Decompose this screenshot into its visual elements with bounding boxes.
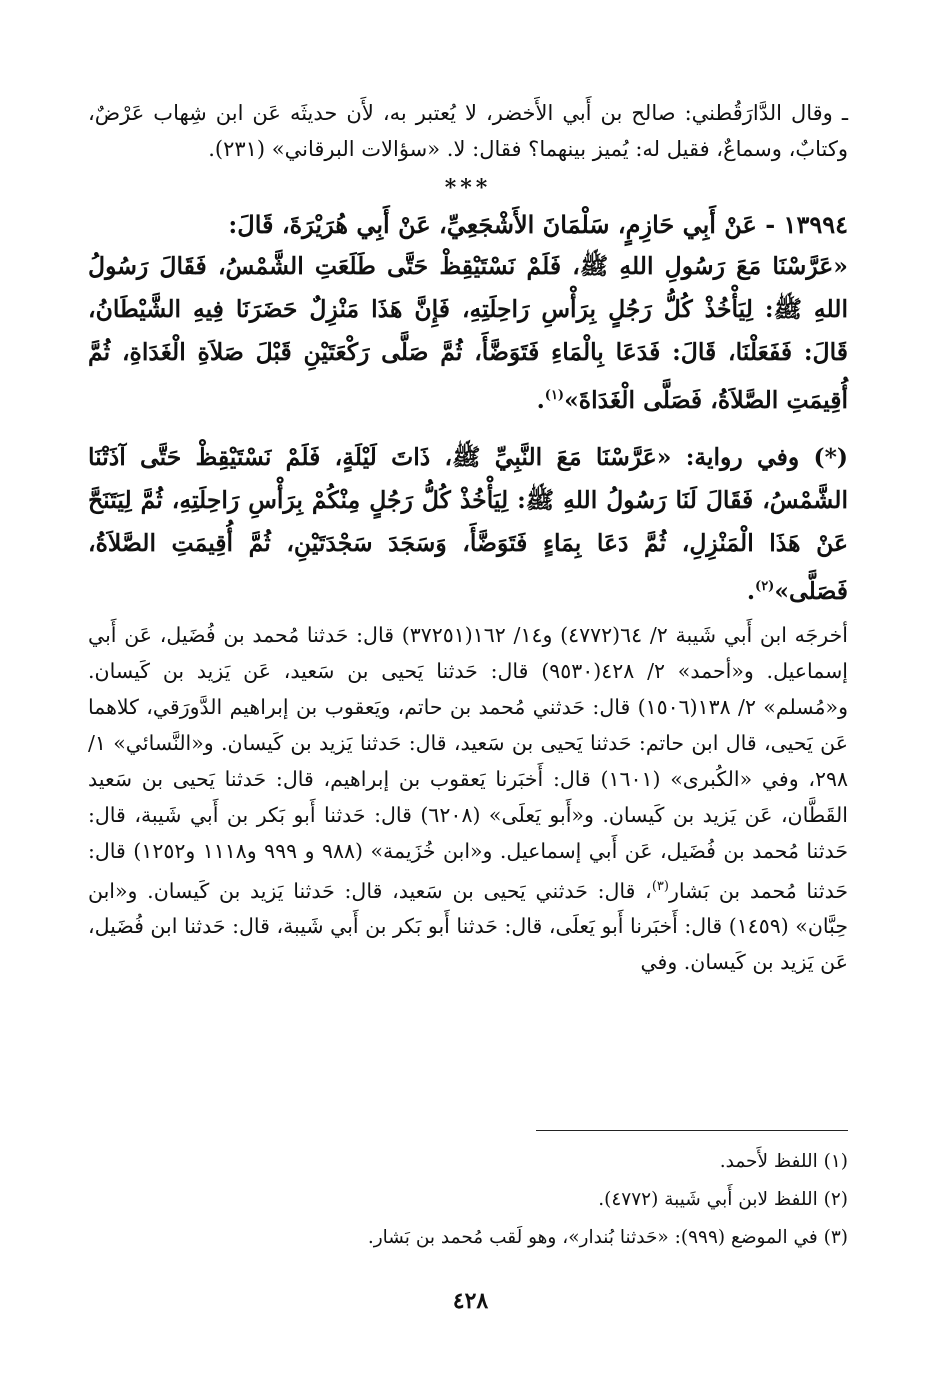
hadith-text: «عَرَّسْنَا مَعَ رَسُولِ اللهِ ﷺ، فَلَمْ نَسْتَيْقِظْ حَتَّى طَلَعَتِ الشَّمْسُ، فَقَالَ رَسُولُ اللهِ ﷺ: لِيَأْخُذْ كُلُّ رَجُلٍ بِرَأْسِ رَاحِلَتِهِ، فَإِنَّ هَذَا مَنْزِلٌ حَضَرَنَا فِيهِ الشَّيْطَانُ، قَالَ: فَفَعَلْنَا، قَالَ: فَدَعَا بِالْمَاءِ فَتَوَضَّأَ، ثُمَّ صَلَّى رَكْعَتَيْنِ قَبْلَ صَلاَةِ الْغَدَاةِ، ثُمَّ أُقِيمَتِ الصَّلاَةُ، فَصَلَّى الْغَدَاةَ»$^{(١)}$. bbox=[88, 252, 848, 414]
footnote-divider bbox=[536, 1130, 848, 1131]
hadith-header: ١٣٩٩٤ - عَنْ أَبِي حَازِمٍ، سَلْمَانَ الأَشْجَعِيِّ، عَنْ أَبِي هُرَيْرَةَ، قَالَ: bbox=[228, 210, 848, 239]
footnote-1: (١) اللفظ لأَحمد. bbox=[719, 1151, 848, 1172]
footnote-ref-3: (٣) bbox=[651, 878, 669, 894]
riwaya-paragraph: (*) وفي رواية: «عَرَّسْنَا مَعَ النَّبِيِّ ﷺ، ذَاتَ لَيْلَةٍ، فَلَمْ نَسْتَيْقِظْ حَتَّى آذَتْنَا الشَّمْسُ، فَقَالَ لَنَا رَسُولُ اللهِ ﷺ: لِيَأْخُذْ كُلُّ رَجُلٍ مِنْكُمْ بِرَأْسِ رَاحِلَتِهِ، ثُمَّ لِيَتَنَحَّ عَنْ هَذَا الْمَنْزِلِ، ثُمَّ دَعَا بِمَاءٍ فَتَوَضَّأَ، وَسَجَدَ سَجْدَتَيْنِ، ثُمَّ أُقِيمَتِ الصَّلاَةُ، فَصَلَّى»$^{(٢)}$. bbox=[88, 442, 848, 605]
hadith-body: «عَرَّسْنَا مَعَ رَسُولِ اللهِ ﷺ، فَلَمْ نَسْتَيْقِظْ حَتَّى طَلَعَتِ الشَّمْسُ، فَقَالَ رَسُولُ اللهِ ﷺ: لِيَأْخُذْ كُلُّ رَجُلٍ بِرَأْسِ رَاحِلَتِهِ، فَإِنَّ هَذَا مَنْزِلٌ حَضَرَنَا فِيهِ الشَّيْطَانُ، قَالَ: فَفَعَلْنَا، قَالَ: فَدَعَا بِالْمَاءِ فَتَوَضَّأَ، ثُمَّ صَلَّى رَكْعَتَيْنِ قَبْلَ صَلاَةِ الْغَدَاةِ، ثُمَّ أُقِيمَتِ الصَّلاَةُ، فَصَلَّى الْغَدَاةَ» bbox=[88, 252, 848, 414]
footnote-2: (٢) اللفظ لابن أَبي شَيبة (٤٧٧٢). bbox=[598, 1189, 848, 1210]
riwaya-body: (*) وفي رواية: «عَرَّسْنَا مَعَ النَّبِيِّ ﷺ، ذَاتَ لَيْلَةٍ، فَلَمْ نَسْتَيْقِظْ حَتَّى آذَتْنَا الشَّمْسُ، فَقَالَ لَنَا رَسُولُ اللهِ ﷺ: لِيَأْخُذْ كُلُّ رَجُلٍ مِنْكُمْ بِرَأْسِ رَاحِلَتِهِ، ثُمَّ لِيَتَنَحَّ عَنْ هَذَا الْمَنْزِلِ، ثُمَّ دَعَا بِمَاءٍ فَتَوَضَّأَ، وَسَجَدَ سَجْدَتَيْنِ، ثُمَّ أُقِيمَتِ الصَّلاَةُ، فَصَلَّى» bbox=[88, 442, 848, 605]
takhrij-body: أخرجَه ابن أَبي شَيبة ٢/ ٦٤(٤٧٧٢) و١٤/ ١٦٢(٣٧٢٥١) قال: حَدثنا مُحمد بن فُضَيل، عَن أَبي إسماعيل. و«أحمد» ٢/ ٤٢٨(٩٥٣٠) قال: حَدثنا يَحيى بن سَعيد، عَن يَزيد بن كَيسان. و«مُسلم» ٢/ ١٣٨(١٥٠٦) قال: حَدثني مُحمد بن حاتم، ويَعقوب بن إبراهيم الدَّورَقي، كلاهما عَن يَحيى، قال ابن حاتم: حَدثنا يَحيى بن سَعيد، قال: حَدثنا يَزيد بن كَيسان. و«النَّسائي» ١/ ٢٩٨، وفي «الكُبرى» (١٦٠١) قال: أَخبَرنا يَعقوب بن إبراهيم، قال: حَدثنا يَحيى بن سَعيد القَطَّان، عَن يَزيد بن كَيسان. و«أَبو يَعلَى» (٦٢٠٨) قال: حَدثنا أَبو بَكر بن أَبي شَيبة، قال: حَدثنا مُحمد بن فُضَيل، عَن أَبي إسماعيل. و«ابن خُزَيمة» (٩٨٨ و ٩٩٩ و١١١٨ و١٢٥٢) قال: حَدثنا مُحمد بن بَشار bbox=[88, 622, 848, 903]
main-text bbox=[88, 95, 848, 980]
section-separator: *** bbox=[444, 175, 492, 201]
footnote-3: (٣) في الموضع (٩٩٩): «حَدثنا بُندار»، وهو لَقب مُحمد بن بَشار. bbox=[367, 1227, 848, 1248]
takhrij-body-continued: ، قال: حَدثني يَحيى بن سَعيد، قال: حَدثنا يَزيد بن كَيسان. و«ابن حِبَّان» (١٤٥٩) قال: أَخبَرنا أَبو يَعلَى، قال: حَدثنا أَبو بَكر بن أَبي شَيبة، قال: حَدثنا ابن فُضَيل، عَن يَزيد بن كَيسان. وفي bbox=[88, 878, 848, 975]
footnote-ref-1: (١) bbox=[544, 388, 565, 403]
takhrij-paragraph bbox=[88, 617, 848, 981]
page-number: ٤٢٨ bbox=[452, 1288, 489, 1314]
footnote-ref-2: (٢) bbox=[755, 578, 775, 594]
intro-paragraph: ـ وقال الدَّارَقُطني: صالح بن أَبي الأَخضر، لا يُعتبر به، لأَن حديثَه عَن ابن شِهاب عَرْضٌ، وكتابٌ، وسماعٌ، فقيل له: يُميز بينهما؟ فقال: لا. «سؤالات البرقاني» (٢٣١). bbox=[88, 101, 848, 161]
